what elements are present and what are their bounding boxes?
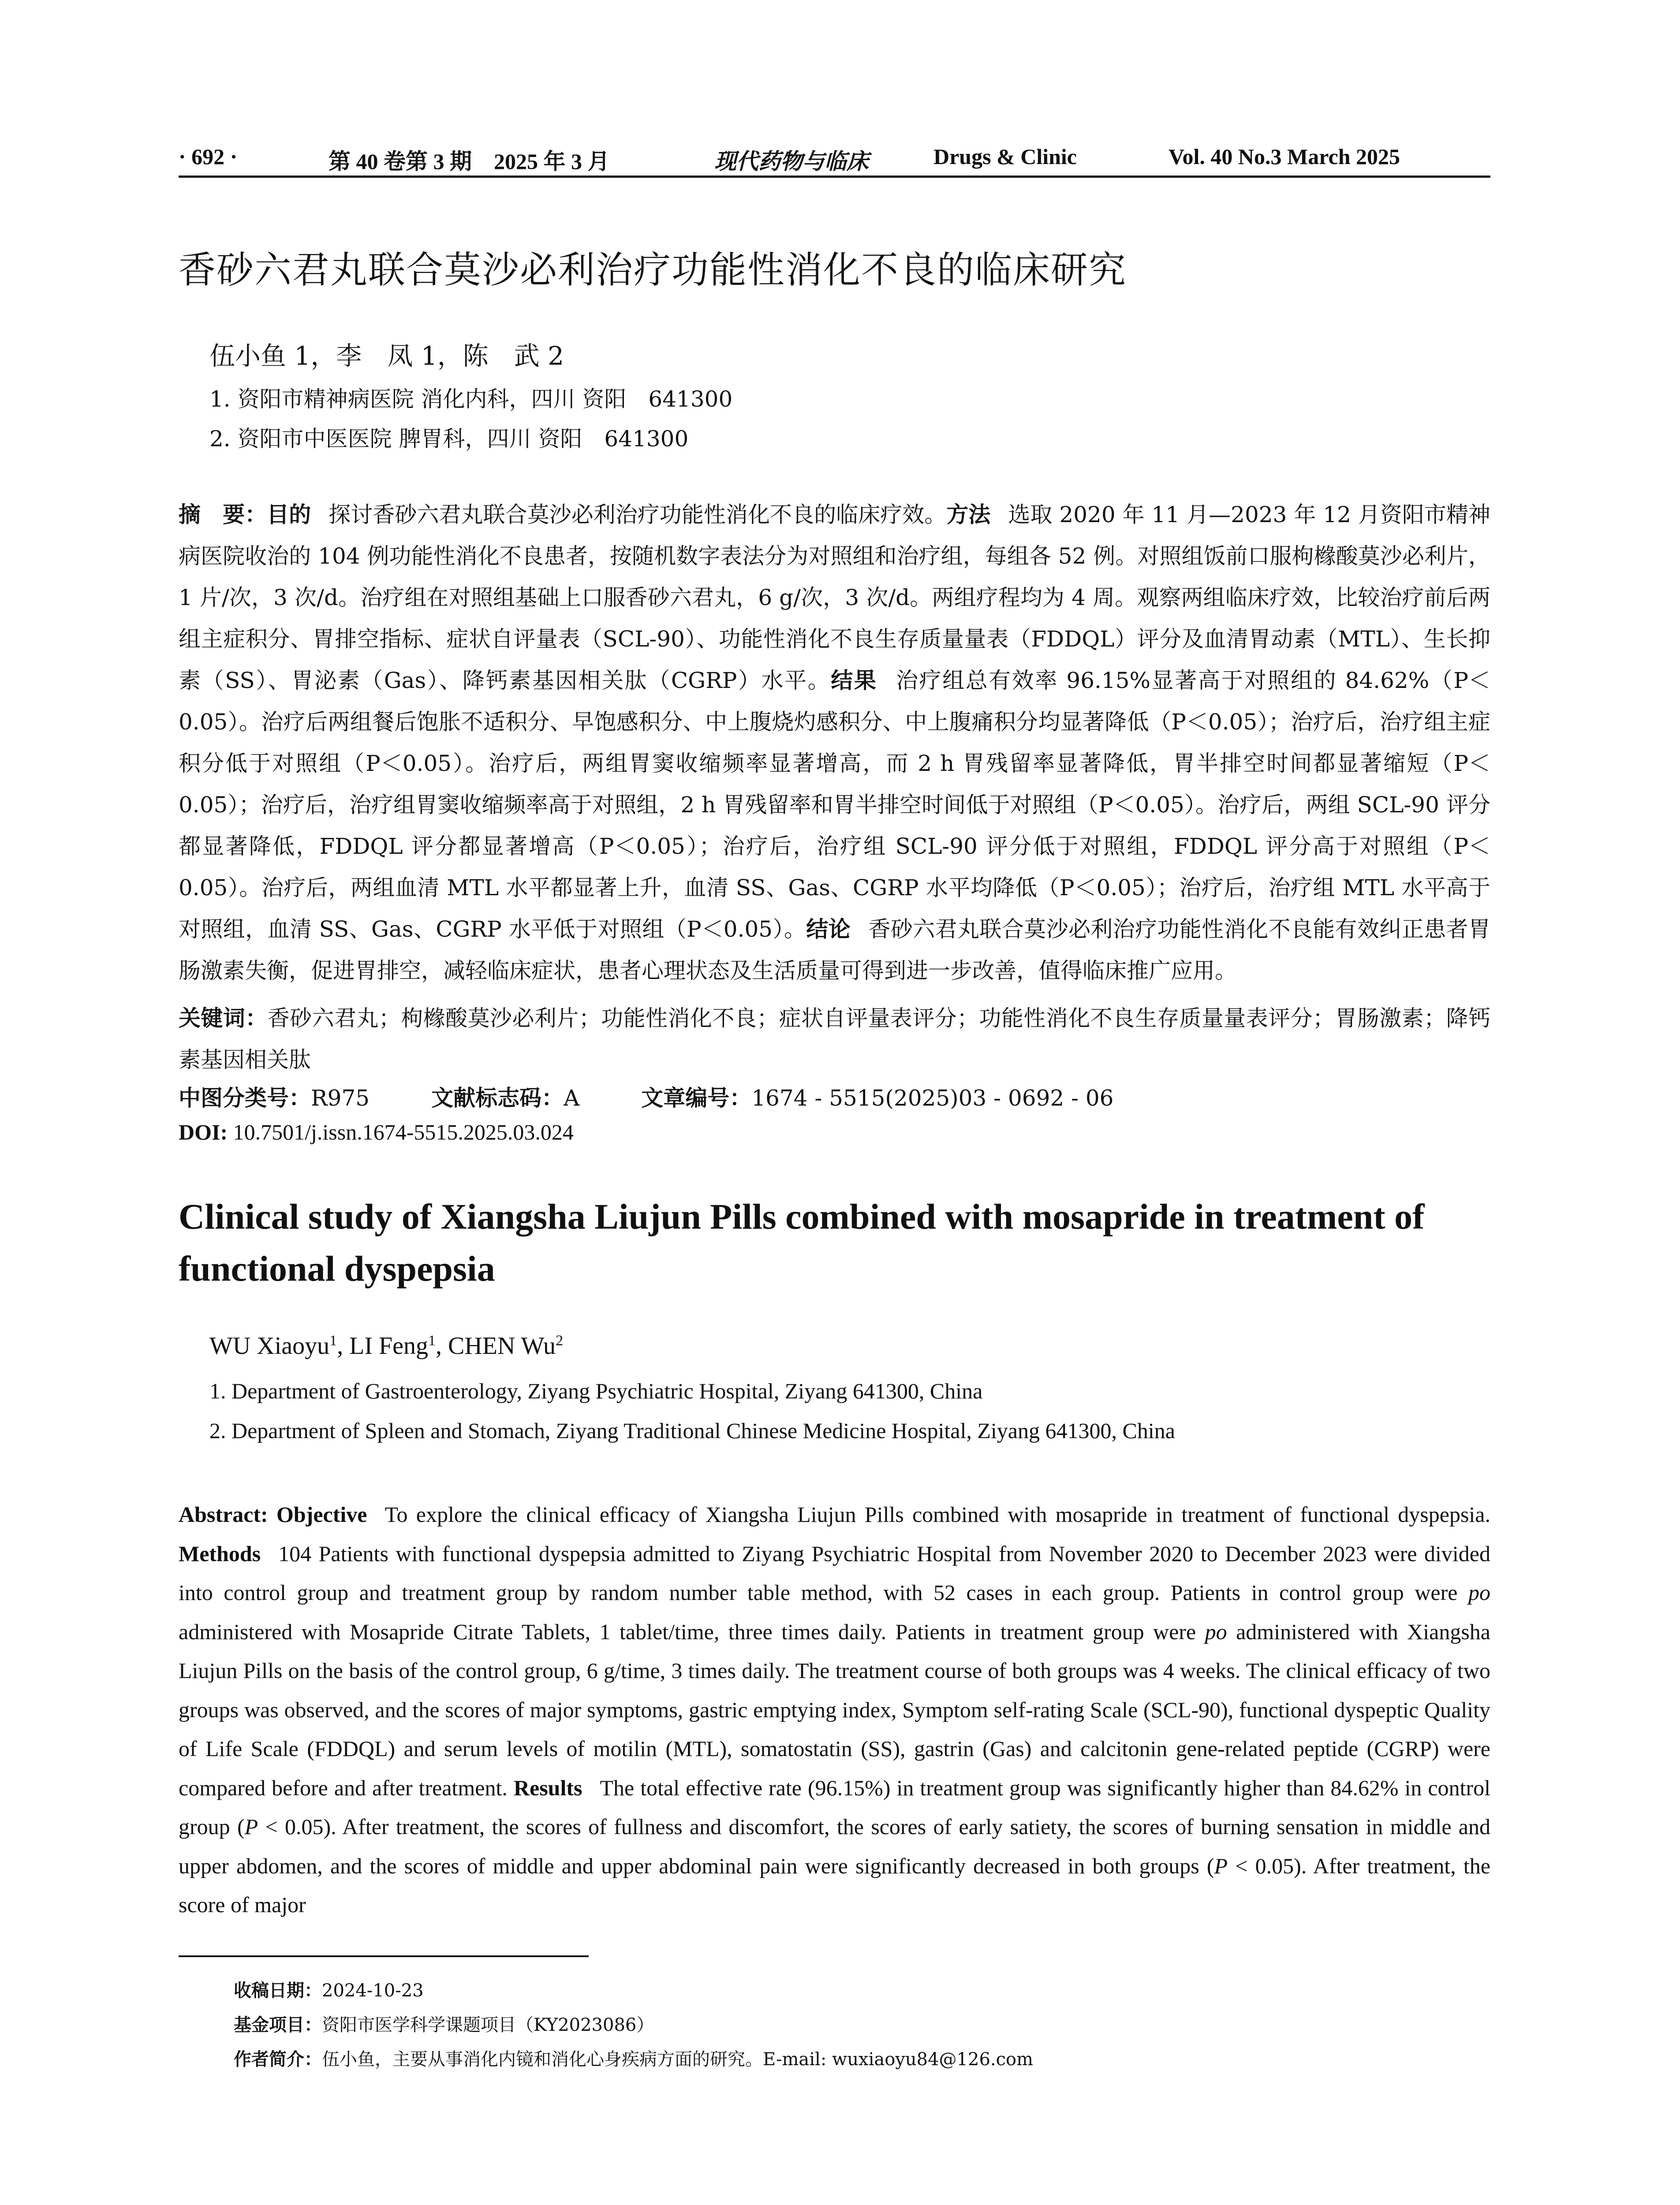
received-label: 收稿日期：: [234, 1981, 322, 2001]
po-term-1: po: [1468, 1580, 1490, 1605]
methods-en-2: administered with Mosapride Citrate Tablets, 1 tablet/time, three times daily. Patients in treatment group were: [179, 1619, 1205, 1644]
received-date: 2024-10-23: [322, 1981, 424, 2001]
doi-label: DOI:: [179, 1120, 228, 1144]
article-title-cn: 香砂六君丸联合莫沙必利治疗功能性消化不良的临床研究: [179, 248, 1127, 292]
article-id-label: 文章编号：: [641, 1085, 752, 1111]
affiliation-cn-2: 2. 资阳市中医医院 脾胃科，四川 资阳 641300: [209, 426, 689, 452]
doc-code-label: 文献标志码：: [431, 1085, 564, 1111]
methods-label-en: Methods: [179, 1541, 261, 1566]
classification-line: [179, 1080, 1114, 1112]
keywords-cn: [179, 998, 1490, 1080]
author-bio-text: 伍小鱼，主要从事消化内镜和消化心身疾病方面的研究。E-mail: wuxiaoyu84@126.com: [322, 2049, 1034, 2070]
conclusion-label-cn: 结论: [806, 916, 851, 942]
author-en-1-aff: 1: [329, 1332, 337, 1349]
footnote-divider: [179, 1955, 589, 1957]
journal-name-cn: 现代药物与临床: [714, 149, 869, 174]
volume-en: Vol. 40 No.3 March 2025: [1169, 144, 1400, 169]
journal-name-en: Drugs & Clinic: [933, 144, 1077, 169]
results-en-1: The total effective rate (96.15%) in treatment group was significantly higher than 84.62% in control group (: [179, 1775, 1491, 1839]
author-bio-label: 作者简介：: [234, 2049, 322, 2070]
abstract-label-en: Abstract: Objective: [179, 1502, 367, 1527]
page-number: · 692 ·: [179, 144, 238, 169]
authors-cn: 伍小鱼 1，李 凤 1，陈 武 2: [209, 341, 564, 371]
results-en-2: < 0.05). After treatment, the scores of fullness and discomfort, the scores of early satiety, the scores of burning sensation in middle and upper abdomen, and the scores of middle and upper abdominal pain were significantly decreased in both groups (: [179, 1814, 1490, 1878]
po-term-2: po: [1205, 1619, 1227, 1644]
affiliation-en-1: 1. Department of Gastroenterology, Ziyang Psychiatric Hospital, Ziyang 641300, China: [209, 1379, 983, 1403]
abstract-cn: [179, 494, 1490, 991]
p-symbol-1: P: [244, 1814, 258, 1839]
authors-en: [209, 1332, 563, 1360]
footnote-fund: [234, 2011, 654, 2036]
methods-en-1: 104 Patients with functional dyspepsia admitted to Ziyang Psychiatric Hospital from November 2020 to December 2023 were divided into control group and treatment group by random number table method, with 52 cases in each group. Patients in control group were: [179, 1541, 1490, 1605]
fund-text: 资阳市医学科学课题项目（KY2023086）: [322, 2015, 654, 2035]
volume-cn: 第 40 卷第 3 期 2025 年 3 月: [329, 149, 610, 174]
running-header: [179, 140, 1490, 178]
results-label-en: Results: [513, 1775, 582, 1800]
objective-en: To explore the clinical efficacy of Xiangsha Liujun Pills combined with mosapride in treatment of functional dyspepsia.: [385, 1502, 1490, 1527]
footnote-author: [234, 2045, 1033, 2070]
clc-label: 中图分类号：: [179, 1085, 311, 1111]
keywords-text: 香砂六君丸；枸橼酸莫沙必利片；功能性消化不良；症状自评量表评分；功能性消化不良生存质量量表评分；胃肠激素；降钙素基因相关肽: [179, 1005, 1491, 1073]
keywords-label: 关键词：: [179, 1005, 268, 1031]
abstract-label-cn: 摘 要：: [179, 502, 267, 527]
results-cn: 治疗组总有效率 96.15%显著高于对照组的 84.62%（P＜0.05）。治疗后两组餐后饱胀不适积分、早饱感积分、中上腹烧灼感积分、中上腹痛积分均显著降低（P＜0.05）；治疗后，治疗组主症积分低于对照组（P＜0.05）。治疗后，两组胃窦收缩频率显著增高，而 2 h 胃残留率显著降低，胃半排空时间都显著缩短（P＜0.05）；治疗后，治疗组胃窦收缩频率高于对照组，2 h 胃残留率和胃半排空时间低于对照组（P＜0.05）。治疗后，两组 SCL-90 评分都显著降低，FDDQL 评分都显著增高（P＜0.05）；治疗后，治疗组 SCL-90 评分低于对照组，FDDQL 评分高于对照组（P＜0.05）。治疗后，两组血清 MTL 水平都显著上升，血清 SS、Gas、CGRP 水平均降低（P＜0.05）；治疗后，治疗组 MTL 水平高于对照组，血清 SS、Gas、CGRP 水平低于对照组（P＜0.05）。: [179, 668, 1491, 942]
fund-label: 基金项目：: [234, 2015, 322, 2035]
p-symbol-2: P: [1214, 1853, 1228, 1878]
abstract-en: [179, 1495, 1490, 1925]
methods-cn: 选取 2020 年 11 月—2023 年 12 月资阳市精神病医院收治的 104 例功能性消化不良患者，按随机数字表法分为对照组和治疗组，每组各 52 例。对照组饭前口服枸橼酸莫沙必利片，1 片/次，3 次/d。治疗组在对照组基础上口服香砂六君丸，6 g/次，3 次/d。两组疗程均为 4 周。观察两组临床疗效，比较治疗前后两组主症积分、胃排空指标、症状自评量表（SCL-90）、功能性消化不良生存质量量表（FDDQL）评分及血清胃动素（MTL）、生长抑素（SS）、胃泌素（Gas）、降钙素基因相关肽（CGRP）水平。: [179, 502, 1491, 693]
doi-line: [179, 1119, 574, 1145]
methods-label-cn: 方法: [946, 502, 991, 527]
author-en-2: , LI Feng: [337, 1332, 429, 1360]
affiliation-en-2: 2. Department of Spleen and Stomach, Ziyang Traditional Chinese Medicine Hospital, Ziyang 641300, China: [209, 1418, 1175, 1443]
objective-label-cn: 目的: [267, 502, 311, 527]
footnote-received: [234, 1977, 424, 2002]
article-id-value: 1674 - 5515(2025)03 - 0692 - 06: [751, 1085, 1114, 1111]
author-en-3: , CHEN Wu: [436, 1332, 556, 1360]
methods-en-3: administered with Xiangsha Liujun Pills on the basis of the control group, 6 g/time, 3 times daily. The treatment course of both groups was 4 weeks. The clinical efficacy of two groups was observed, and the scores of major symptoms, gastric emptying index, Symptom self-rating Scale (SCL-90), functional dyspeptic Quality of Life Scale (FDDQL) and serum levels of motilin (MTL), somatostatin (SS), gastrin (Gas) and calcitonin gene-related peptide (CGRP) were compared before and after treatment.: [179, 1619, 1490, 1800]
clc-value: R975: [311, 1085, 370, 1111]
objective-cn: 探讨香砂六君丸联合莫沙必利治疗功能性消化不良的临床疗效。: [329, 502, 947, 527]
affiliation-cn-1: 1. 资阳市精神病医院 消化内科，四川 资阳 641300: [209, 386, 733, 412]
results-label-cn: 结果: [831, 668, 877, 693]
author-en-1: WU Xiaoyu: [209, 1332, 330, 1360]
results-en-3: < 0.05). After treatment, the score of major: [179, 1853, 1491, 1917]
author-en-2-aff: 1: [428, 1332, 436, 1349]
article-title-en: Clinical study of Xiangsha Liujun Pills combined with mosapride in treatment of functional dyspepsia: [179, 1196, 1425, 1289]
conclusion-cn: 香砂六君丸联合莫沙必利治疗功能性消化不良能有效纠正患者胃肠激素失衡，促进胃排空，减轻临床症状，患者心理状态及生活质量可得到进一步改善，值得临床推广应用。: [179, 916, 1490, 983]
doi-value[interactable]: 10.7501/j.issn.1674-5515.2025.03.024: [233, 1120, 574, 1144]
doc-code-value: A: [564, 1085, 580, 1111]
author-en-3-aff: 2: [556, 1332, 564, 1349]
